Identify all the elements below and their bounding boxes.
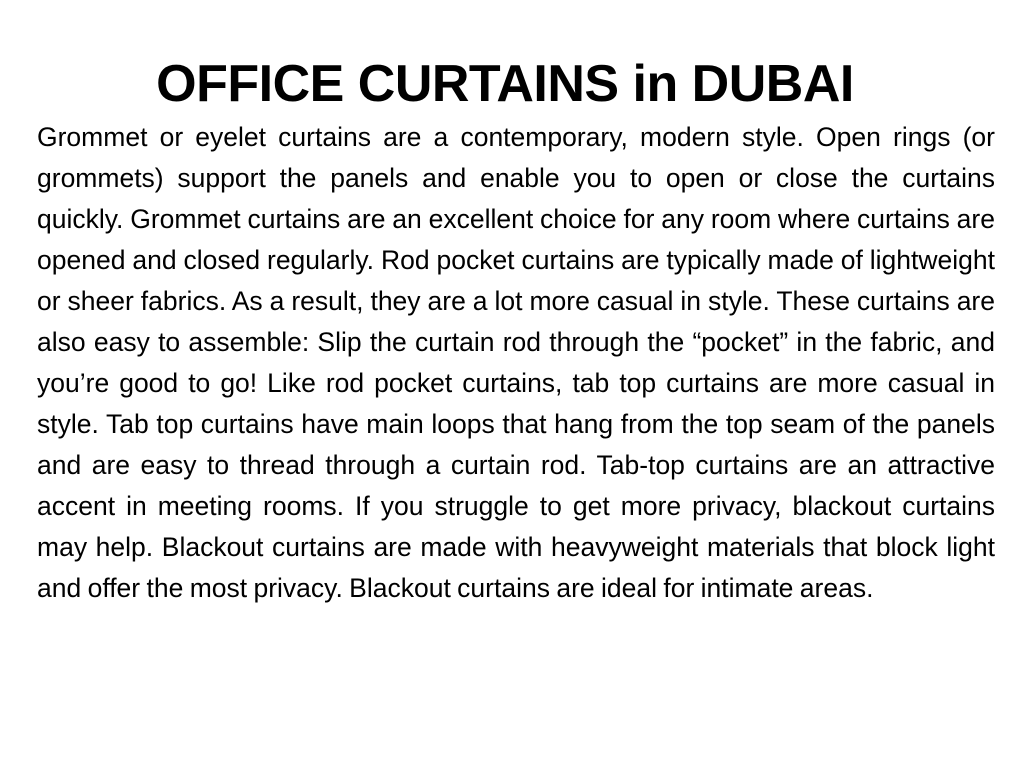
slide-body-text: Grommet or eyelet curtains are a contemporary, modern style. Open rings (or grommets) support the panels and enable you to open or close the curtains quickly. Grommet curtains are an excellent choice for any room where curtains are opened and closed regularly. Rod pocket curtains are typically made of lightweight or sheer fabrics. As a result, they are a lot more casual in style. These curtains are also easy to assemble: Slip the curtain rod through the “pocket” in the fabric, and you’re good to go! Like rod pocket curtains, tab top curtains are more casual in style. Tab top curtains have main loops that hang from the top seam of the panels and are easy to thread through a curtain rod. Tab-top curtains are an attractive accent in meeting rooms. If you struggle to get more privacy, blackout curtains may help. Blackout curtains are made with heavyweight materials that block light and offer the most privacy. Blackout curtains are ideal for intimate areas. [37, 122, 995, 603]
slide-title: OFFICE CURTAINS in DUBAI [156, 54, 854, 113]
